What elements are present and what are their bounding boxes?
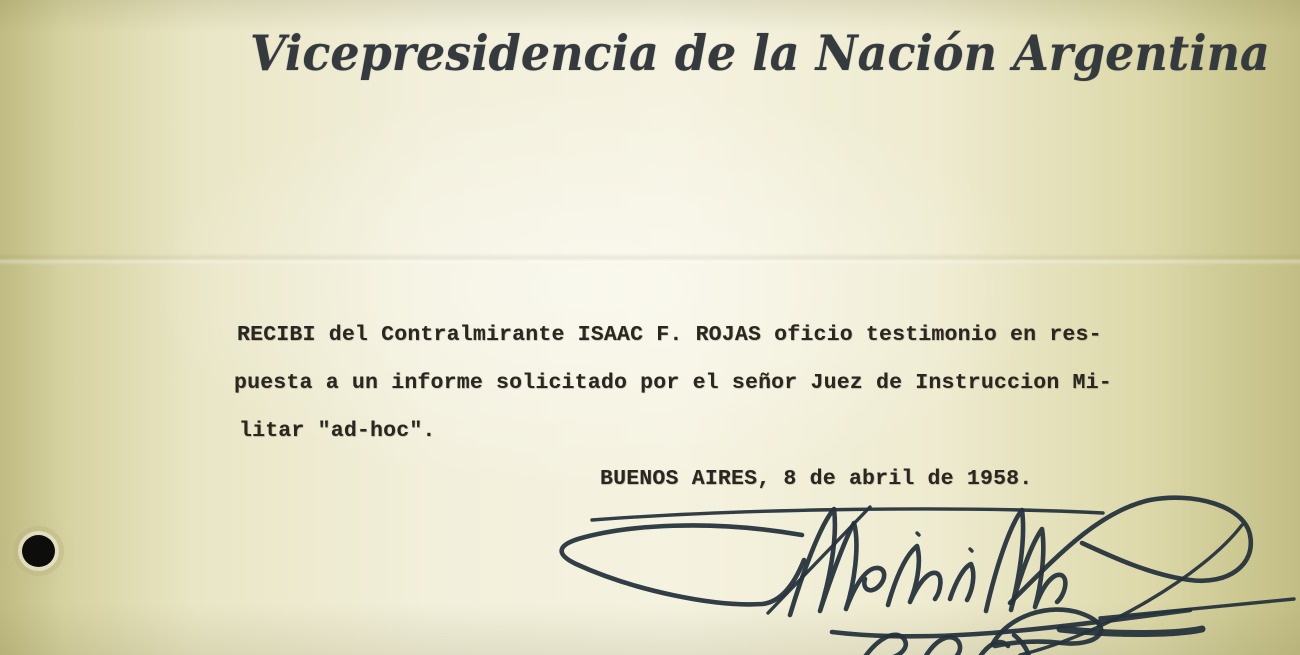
body-line-1: RECIBI del Contralmirante ISAAC F. ROJAS oficio testimonio en res- bbox=[237, 323, 1102, 347]
dateline: BUENOS AIRES, 8 de abril de 1958. bbox=[600, 467, 1033, 491]
hole-punch bbox=[22, 535, 55, 567]
fold-crease bbox=[0, 253, 1300, 265]
body-line-3: litar "ad-hoc". bbox=[239, 419, 436, 443]
signature-handwriting-icon bbox=[540, 483, 1300, 655]
letterhead-script: Vicepresidencia de la Nación Argentina bbox=[250, 24, 1270, 82]
body-line-2: puesta a un informe solicitado por el señor Juez de Instruccion Mi- bbox=[234, 371, 1112, 395]
